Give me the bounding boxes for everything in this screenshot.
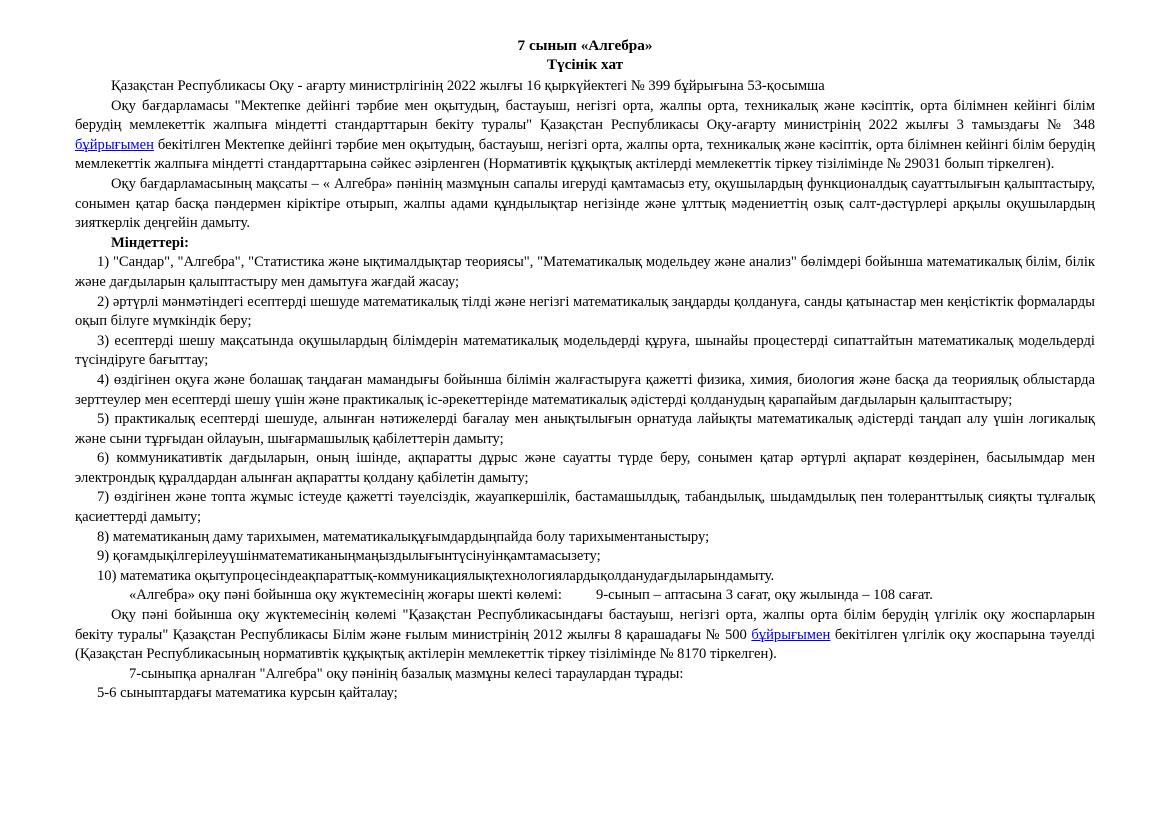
tasks-list <box>75 253 1095 586</box>
standards-text-after-link: бекітілген Мектепке дейінгі тәрбие мен оқытудың, бастауыш, негізгі орта, жалпы орта, техникалық және кәсіптік, орта білімнен кейінгі білім берудің мемлекеттік жалпыға міндетті стандарттарына сәйкес әзірленген (Нормативтік құқықтық актілерді мемлекеттік тіркеу тізілімінде № 29031 болып тіркелген). <box>75 136 1095 173</box>
plan-text-before-link: Оқу пәні бойынша оқу жүктемесінің көлемі "Қазақстан Республикасындағы бастауыш, негізгі орта, жалпы орта білім берудің үлгілік оқу жоспарларын бекіту туралы" Қазақстан Республикасы Білім және ғылым министрінің 2012 жылғы 8 қарашадағы № 500 <box>75 607 1095 643</box>
workload-label: «Алгебра» оқу пәні бойынша оқу жүктемесінің жоғары шекті көлемі: <box>129 587 562 604</box>
task-item-3: 3) есептерді шешу мақсатында оқушылардың білімдерін математикалық модельдерді құруға, шынайы процестерді сипаттайтын математикалық модельдерді түсіндіруге бағыттау; <box>75 332 1095 369</box>
chapter-line: 5-6 сыныптардағы математика курсын қайталау; <box>97 685 398 702</box>
order-link-standards[interactable]: бұйрығымен <box>75 136 154 153</box>
task-item-10: 10) математика оқытупроцесіндеақпараттық-коммуникациялықтехнологиялардықолданудағдыларындамыту. <box>97 567 775 584</box>
appendix-reference-line: Қазақстан Республикасы Оқу - ағарту министрлігінің 2022 жылғы 16 қыркүйектегі № 399 бұйрығына 53-қосымша <box>111 78 825 94</box>
page-subtitle: Түсінік хат <box>546 56 624 73</box>
task-item-1: 1) "Сандар", "Алгебра", "Статистика және ықтималдықтар теориясы", "Математикалық модельдеу және анализ" бөлімдері бойынша математикалық білім, білік және дағдыларын қалыптастыру мен дамытуға жағдай жасау; <box>75 254 1095 290</box>
standards-paragraph <box>75 97 1095 175</box>
plan-paragraph <box>75 606 1095 665</box>
tasks-heading: Міндеттері: <box>111 234 189 251</box>
purpose-paragraph: Оқу бағдарламасының мақсаты – « Алгебра» пәнінің мазмұнын сапалы игеруді қамтамасыз ету, оқушылардың функционалдық сауаттылығын қалыптастыру, сонымен қатар басқа пәндермен кіріктіре отырып, жалпы адами құндылықтар негізінде және ұлттық мәдениеттің озық салт-дәстүрлері арқылы оқушылардың зияткерлік деңгейін дамыту. <box>75 175 1095 232</box>
task-item-2: 2) әртүрлі мәнмәтіндегі есептерді шешуде математикалық тілді және негізгі математикалық заңдарды қолдануға, санды қатынастар мен кеңістіктік формаларды оқып білуге мүмкіндік беру; <box>75 293 1095 330</box>
base-content-line: 7-сыныпқа арналған "Алгебра" оқу пәнінің базалық мазмұны келесі тараулардан тұрады: <box>129 665 684 682</box>
order-link-plan[interactable]: бұйрығымен <box>751 626 831 643</box>
task-item-5: 5) практикалық есептерді шешуде, алынған нәтижелерді бағалау мен анықтылығын орнатуда лайықты математикалық әдістерді таңдап алу үшін логикалық және сыни тұрғыдан ойлауын, шығармашылық қабілеттерін дамыту; <box>75 411 1095 447</box>
plan-text-after-link: бекітілген үлгілік оқу жоспарына тәуелді (Қазақстан Республикасының нормативтік құқықтық актілерін мемлекеттік тіркеу тізілімінде № 8170 тіркелген). <box>75 626 1096 663</box>
page-title: 7 сынып «Алгебра» <box>517 37 653 54</box>
task-item-6: 6) коммуникативтік дағдыларын, оның ішінде, ақпаратты дұрыс және сауатты түрде беру, сонымен қатар әртүрлі ақпарат көздерінен, басылымдар мен электрондық құралдардан алынған ақпаратты қолдану қабілетін дамыту; <box>75 450 1095 486</box>
standards-text-before-link: Оқу бағдарламасы "Мектепке дейінгі тәрбие мен оқытудың, бастауыш, негізгі орта, жалпы орта, техникалық және кәсіптік, орта білімнен кейінгі білім берудің мемлекеттік жалпыға міндетті стандарттарын бекіту туралы" Қазақстан Республикасы Оқу-ағарту министрінің 2022 жылғы 3 тамыздағы № 348 <box>75 97 1095 134</box>
task-item-9: 9) қоғамдықілгерілеуүшінматематиканыңмаңыздылығынтүсінуінқамтамасызету; <box>97 548 601 565</box>
task-item-7: 7) өздігінен және топта жұмыс істеуде қажетті тәуелсіздік, жауапкершілік, бастамашылдық, табандылық, шыдамдылық пен толеранттылық сияқты тұлғалық қасиеттерді дамыту; <box>75 489 1095 526</box>
workload-line <box>75 586 1095 606</box>
workload-value: 9-сынып – аптасына 3 сағат, оқу жылында – 108 сағат. <box>596 587 933 604</box>
task-item-4: 4) өздігінен оқуға және болашақ таңдаған мамандығы бойынша білімін жалғастыруға қажетті физика, химия, биология және басқа да теориялық облыстарда зерттеулер мен есептерді шешу үшін және практикалық іс-әрекеттерінде математикалық әдістерді қолданудың қарапайым дағдыларын қалыптастыру; <box>75 371 1095 408</box>
task-item-8: 8) математиканың даму тарихымен, математикалықұғымдардыңпайда болу тарихыментаныстыру; <box>97 528 710 545</box>
